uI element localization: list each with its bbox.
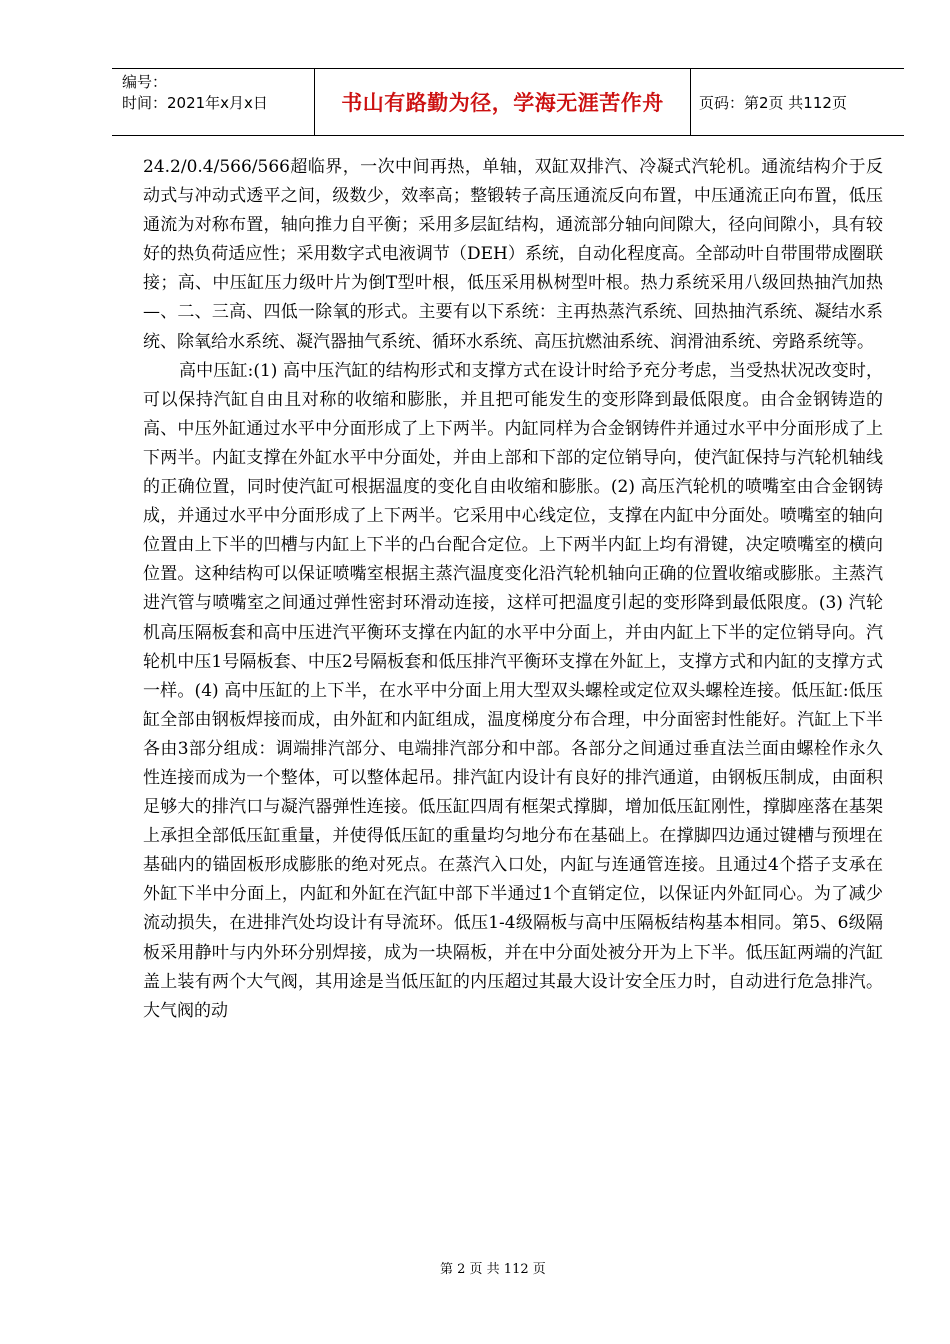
- header-motto: 书山有路勤为径，学海无涯苦作舟: [315, 69, 691, 135]
- body-paragraph-1: 24.2/0.4/566/566超临界，一次中间再热，单轴，双缸双排汽、冷凝式汽轮机。通流结构介于反动式与冲动式透平之间，级数少，效率高；整锻转子高压通流反向布置，中压通流正向布置，低压通流为对称布置，轴向推力自平衡；采用多层缸结构，通流部分轴向间隙大，径向间隙小，具有较好的热负荷适应性；采用数字式电液调节（DEH）系统，自动化程度高。全部动叶自带围带成圈联接；高、中压缸压力级叶片为倒T型叶根，低压采用枞树型叶根。热力系统采用八级回热抽汽加热—、二、三高、四低一除氧的形式。主要有以下系统：主再热蒸汽系统、回热抽汽系统、凝结水系统、除氧给水系统、凝汽器抽气系统、循环水系统、高压抗燃油系统、润滑油系统、旁路系统等。: [143, 157, 883, 352]
- document-number-label: 编号：: [122, 73, 168, 91]
- page-header: [112, 68, 904, 136]
- page-footer: 第 2 页 共 112 页: [440, 1262, 546, 1277]
- document-time: 时间：2021年x月x日: [122, 94, 268, 112]
- body-paragraph-2: 高中压缸:(1) 高中压汽缸的结构形式和支撑方式在设计时给予充分考虑，当受热状况改变时，可以保持汽缸自由且对称的收缩和膨胀，并且把可能发生的变形降到最低限度。由合金钢铸造的高、中压外缸通过水平中分面形成了上下两半。内缸同样为合金钢铸件并通过水平中分面形成了上下两半。内缸支撑在外缸水平中分面处，并由上部和下部的定位销导向，使汽缸保持与汽轮机轴线的正确位置，同时使汽缸可根据温度的变化自由收缩和膨胀。(2) 高压汽轮机的喷嘴室由合金钢铸成，并通过水平中分面形成了上下两半。它采用中心线定位，支撑在内缸中分面处。喷嘴室的轴向位置由上下半的凹槽与内缸上下半的凸台配合定位。上下两半内缸上均有滑键，决定喷嘴室的横向位置。这种结构可以保证喷嘴室根据主蒸汽温度变化沿汽轮机轴向正确的位置收缩或膨胀。主蒸汽进汽管与喷嘴室之间通过弹性密封环滑动连接，这样可把温度引起的变形降到最低限度。(3) 汽轮机高压隔板套和高中压进汽平衡环支撑在内缸的水平中分面上，并由内缸上下半的定位销导向。汽轮机中压1号隔板套、中压2号隔板套和低压排汽平衡环支撑在外缸上，支撑方式和内缸的支撑方式一样。(4) 高中压缸的上下半，在水平中分面上用大型双头螺栓或定位双头螺栓连接。低压缸:低压缸全部由钢板焊接而成，由外缸和内缸组成，温度梯度分布合理，中分面密封性能好。汽缸上下半各由3部分组成：调端排汽部分、电端排汽部分和中部。各部分之间通过垂直法兰面由螺栓作永久性连接而成为一个整体，可以整体起吊。排汽缸内设计有良好的排汽通道，由钢板压制成，由面积足够大的排汽口与凝汽器弹性连接。低压缸四周有框架式撑脚，增加低压缸刚性，撑脚座落在基架上承担全部低压缸重量，并使得低压缸的重量均匀地分布在基础上。在撑脚四边通过键槽与预埋在基础内的锚固板形成膨胀的绝对死点。在蒸汽入口处，内缸与连通管连接。且通过4个搭子支承在外缸下半中分面上，内缸和外缸在汽缸中部下半通过1个直销定位，以保证内外缸同心。为了减少流动损失，在进排汽处均设计有导流环。低压1-4级隔板与高中压隔板结构基本相同。第5、6级隔板采用静叶与内外环分别焊接，成为一块隔板，并在中分面处被分开为上下半。低压缸两端的汽缸盖上装有两个大气阀，其用途是当低压缸的内压超过其最大设计安全压力时，自动进行危急排汽。大气阀的动: [143, 360, 883, 1021]
- header-page-info: 页码：第2页 共112页: [699, 93, 847, 112]
- header-meta: [112, 69, 315, 135]
- document-body: [143, 153, 883, 1026]
